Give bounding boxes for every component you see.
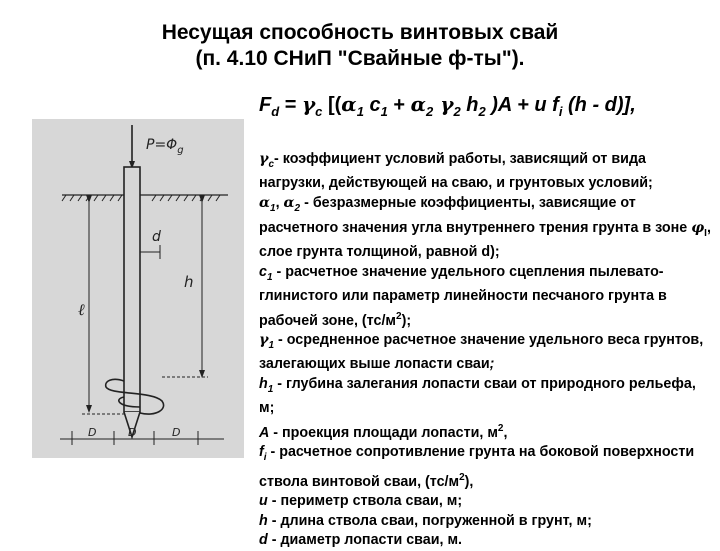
- def-h1-sub: 1: [267, 383, 274, 395]
- pile-shaft: [124, 167, 140, 412]
- def-u: [259, 492, 714, 512]
- formula-gamma: γ: [301, 92, 316, 116]
- def-h: [259, 512, 714, 532]
- def-c1-sup: 2: [396, 310, 402, 322]
- def-a-symbol: A: [259, 424, 270, 441]
- def-c1: [259, 263, 714, 331]
- formula-alpha1-sub: 1: [356, 104, 364, 119]
- d-label: d: [152, 229, 161, 245]
- bearing-capacity-formula: [259, 92, 714, 119]
- def-alpha-sep: ,: [275, 195, 284, 212]
- title-line-2: (п. 4.10 СНиП "Свайные ф-ты").: [195, 47, 525, 70]
- formula-lhs-sub: d: [271, 104, 280, 119]
- def-gamma-1: [259, 331, 714, 375]
- def-h1-symbol: h: [259, 376, 268, 392]
- def-c1-sub: 1: [266, 271, 273, 283]
- def-gamma1-sub: 1: [268, 339, 275, 351]
- dim-label-1: D: [88, 426, 97, 439]
- title-line-1: Несущая способность винтовых свай: [161, 21, 559, 44]
- def-a-end: ,: [503, 424, 508, 441]
- formula-f-sub: i: [558, 104, 563, 119]
- def-a: [259, 419, 714, 443]
- def-h1: [259, 375, 714, 419]
- def-a-sup: 2: [497, 423, 504, 435]
- def-fi-text: - расчетное сопротивление грунта на боковой поверхности ствола винтовой сваи, (тс/м: [259, 444, 695, 490]
- def-gamma1-text: - осредненное расчетное значение удельного веса грунтов, залегающих выше лопасти сваи: [259, 331, 704, 373]
- def-fi-end: ),: [464, 473, 474, 490]
- formula-tail: (h - d)],: [562, 94, 636, 116]
- formula-alpha2-sub: 2: [426, 104, 434, 119]
- formula-lhs: F: [259, 94, 272, 116]
- def-c1-end: );: [401, 312, 412, 329]
- def-fi-symbol: f: [259, 444, 264, 461]
- ground-hatch: [62, 195, 220, 201]
- formula-open: [(: [322, 94, 342, 116]
- load-label: $P=\Phi_g$: [146, 137, 184, 156]
- def-u-symbol: u: [259, 493, 268, 510]
- def-d-symbol: d: [259, 532, 268, 549]
- formula-gamma2-sub: 2: [453, 104, 461, 119]
- def-a-text: - проекция площади лопасти, м: [269, 424, 498, 441]
- def-u-text: - периметр ствола сваи, м;: [267, 493, 463, 510]
- def-gamma1-end: ;: [489, 356, 495, 373]
- def-gamma-c-sub: c: [268, 158, 275, 170]
- def-alpha-text-end: , слое грунта толщиной, равной d);: [259, 219, 711, 260]
- def-d: [259, 531, 714, 551]
- dim-label-2: D: [128, 426, 137, 439]
- def-h-text: - длина ствола сваи, погруженной в грунт, м;: [267, 512, 592, 529]
- dim-label-3: D: [172, 426, 181, 439]
- pile-diagram-svg: [32, 119, 244, 458]
- def-gamma-c: [259, 150, 714, 194]
- def-h1-text: - глубина залегания лопасти сваи от природного рельефа, м;: [259, 376, 696, 417]
- def-alpha-text: - безразмерные коэффициенты, зависящие от расчетного значения угла внутреннего трения грунта в зоне: [259, 195, 692, 236]
- screw-pile-drawing: [32, 119, 244, 458]
- def-phi-symbol: φ: [691, 219, 705, 236]
- def-c1-symbol: c: [259, 263, 267, 280]
- def-c1-text: - расчетное значение удельного сцепления пылевато-глинистого или параметр линейности песчаного грунта в рабочей зоне, (тс/м: [259, 263, 667, 329]
- def-alpha1-sub: 1: [270, 202, 276, 214]
- def-alpha: [259, 194, 714, 263]
- formula-h-sub: 2: [478, 104, 486, 119]
- def-gamma-c-symbol: γ: [259, 151, 269, 167]
- def-alpha2-sub: 2: [294, 202, 301, 214]
- h-label: h: [184, 273, 194, 291]
- def-phi-sub: I: [704, 227, 707, 239]
- formula-eq: =: [279, 94, 302, 116]
- formula-gamma2: γ: [433, 92, 454, 116]
- definitions-list: [259, 150, 714, 551]
- formula-mid: )A + u f: [485, 94, 559, 116]
- def-d-text: - диаметр лопасти сваи, м.: [267, 532, 463, 549]
- def-fi: [259, 443, 714, 492]
- def-gamma-c-text: - коэффициент условий работы, зависящий от вида нагрузки, действующей на сваю, и грунтовых условий;: [259, 151, 653, 192]
- formula-alpha2: α: [410, 92, 427, 116]
- formula-plus: +: [387, 94, 411, 116]
- def-fi-sup: 2: [459, 471, 465, 483]
- formula-c: c: [363, 94, 381, 116]
- def-alpha1-symbol: α: [259, 195, 271, 212]
- formula-alpha1: α: [341, 92, 357, 116]
- formula-c-sub: 1: [380, 104, 388, 119]
- formula-h: h: [460, 94, 479, 116]
- def-fi-sub: i: [263, 452, 267, 464]
- def-gamma1-symbol: γ: [259, 331, 269, 348]
- formula-gamma-sub: c: [315, 104, 323, 119]
- def-alpha2-symbol: α: [283, 195, 295, 212]
- def-h-symbol: h: [259, 512, 268, 529]
- l-label: ℓ: [78, 300, 85, 319]
